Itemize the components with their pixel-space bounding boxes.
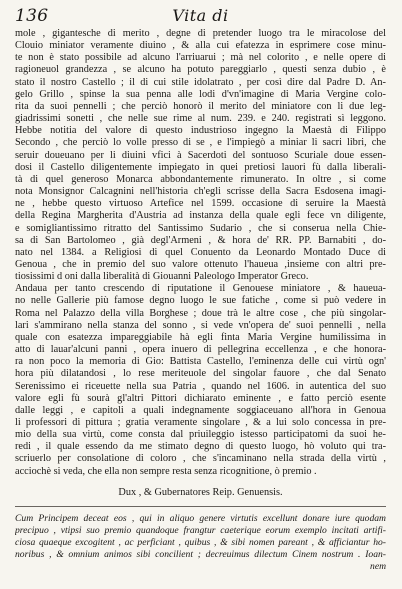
text-line: no nelle Gallerie più famose degno luogo le sue fatiche , come sì può vedere in — [15, 295, 386, 307]
text-line: te non è stato possibile ad alcuno l'arriuarui ; mà nel colorito , e nelle opere di — [15, 52, 386, 64]
text-line: dalle leggi , e capitoli a quali indegnamente soggiaceuano all'hora in Genoua — [15, 404, 386, 416]
text-line: ra non poco la memoria di Gio: Battista Castello, l'eminenza delle cui virtù ogn' — [15, 356, 386, 368]
text-line: nato nel 1384. a Religiosi di quel Conuento da Leonardo Montado Duce di — [15, 246, 386, 258]
latin-line: noribus , & omnium animos sibi concilient ; decreuimus dilectum Cinem nostrum . Ioan- — [15, 548, 386, 560]
text-line: mole , gigantesche di merito , degne di pretender luogo tra le miracolose del — [15, 28, 386, 39]
latin-line: nem — [370, 560, 386, 572]
body-text — [15, 28, 386, 478]
text-line: nota Monsignor Calcagnini nell'historia ch'egli scrisse della Sacra Esdosena imagi- — [15, 186, 386, 198]
page-header — [15, 6, 386, 28]
text-line: stato il nostro Castello ; il di cui stile idolatrato , per così dire dal Padre D. An- — [15, 76, 386, 88]
text-line: della Regina Margherita d'Austria ad instanza della quale egli fece vn diligente, — [15, 210, 386, 222]
text-line: e somigliantissimo ritratto del Santissimo Sudario , che si conserua nella Chie- — [15, 222, 386, 234]
text-line: Secondo , che perciò lo volle presso di se , e l'impiegò a miniar li sacri libri, che — [15, 137, 386, 149]
text-line: lari s'ammirano nella stanza del sonno , si vede vn'opera de' suoi pennelli , nella — [15, 319, 386, 331]
page-number: 136 — [15, 6, 49, 26]
running-title: Vita di — [172, 6, 229, 25]
text-line: Clouio miniator veramente diuino , & alla cui efatezza in esprimere cose minu- — [15, 40, 386, 52]
text-line: tà di quel generoso Monarca abbondantemente rimunerato. In oltre , si come — [15, 173, 386, 185]
latin-line: precipuo , vtipsi suo premio quandoque frangtur caeterique eorum exemplo incitati artifi- — [15, 524, 386, 536]
text-line: Hebbe notitia del valore di questo industrioso ingegno la Maestà di Filippo — [15, 125, 386, 137]
latin-line: Cum Principem deceat eos , qui in aliquo genere virtutis excellunt donare iure quodam — [15, 512, 386, 524]
text-line: dosi il Castello diligentemente impiegato in quei pretiosi lauori fù dalla liberali- — [15, 161, 386, 173]
text-line: li professori di pittura ; gratia veramente singolare , & a lui solo concessa in pre- — [15, 417, 386, 428]
latin-line: ciosa quaeque excogitent , ac perficiant , quibus , & sibi nomen pareant , & afficiantur ho- — [15, 536, 386, 548]
dedication-line: Dux , & Gubernatores Reip. Genuensis. — [118, 486, 283, 498]
text-line: giadrissimi sonetti , che nelle sue rime al num. 239. e 240. registrati sì leggono. — [15, 113, 386, 125]
text-line: valore egli fù sourà gl'altri Pittori dichiarato eminente , e fatto perciò esente — [15, 392, 386, 404]
text-line: atto di lauar'alcuni panni , opera inuero di pellegrina eccellenza , e che honora- — [15, 344, 386, 356]
text-line: gelo Grillo , spinse la sua penna alle lodi d'vn'imagine di Maria Vergine colo- — [15, 88, 386, 100]
text-line: seruir doueuano per li diuini vfici à Sacerdoti del sontuoso Scuriale doue essen- — [15, 149, 386, 161]
text-line: mio della sua virtù, come consta dal priuileggio istesso participatomi da suoi he- — [15, 429, 386, 441]
text-line: quale con esatezza impareggiabile hà egli finta Maria Vergine humilissima in — [15, 331, 386, 343]
text-line: ne , hebbe questo virtuoso Artefice nel 1599. occasione di seruire la Maestà — [15, 198, 386, 210]
horizontal-rule — [15, 506, 386, 507]
text-line: ragioneuol grandezza , se alcuno ha potuto pareggiarlo , questi senza dubio , è — [15, 64, 386, 76]
text-line: scriuerlo per consolatione di coloro , che s'incaminano nella strada della virtù , — [15, 453, 386, 465]
text-line: hora più dilatandosi , lo rese meriteuole del singolar fauore , che dal Senato — [15, 368, 386, 380]
text-line: Serenissimo ei riceuette nella sua Patria , quando nel 1606. in autentica del suo — [15, 380, 386, 392]
text-line: tiosissimi d oni dalla liberalità di Giouanni Paleologo Imperator Greco. — [15, 271, 309, 283]
text-line: Andaua per tanto crescendo di riputatione il Genouese miniatore , & haueua- — [15, 283, 386, 295]
text-line: sa di San Bartolomeo , già degl'Armeni , & hora de' RR. PP. Barnabiti , do- — [15, 234, 386, 246]
text-line: rita da suoi pennelli ; che perciò honorò il merito del miniatore con li due leg- — [15, 100, 386, 112]
text-line: acciochè si veda, che ella non sempre resta senza ricognitione, ò premio . — [15, 465, 317, 477]
latin-passage — [15, 513, 386, 573]
text-line: Roma nel Palazzo della villa Borghese ; doue trà le altre cose , che più singolar- — [15, 307, 386, 319]
text-line: redi , il quale essendo da me stimato degno di questo luogo, hò voluto qui tra- — [15, 441, 386, 453]
text-line: Genoua , che in premio del suo valore ottenuto l'haueua ,insieme con altri pre- — [15, 258, 386, 270]
